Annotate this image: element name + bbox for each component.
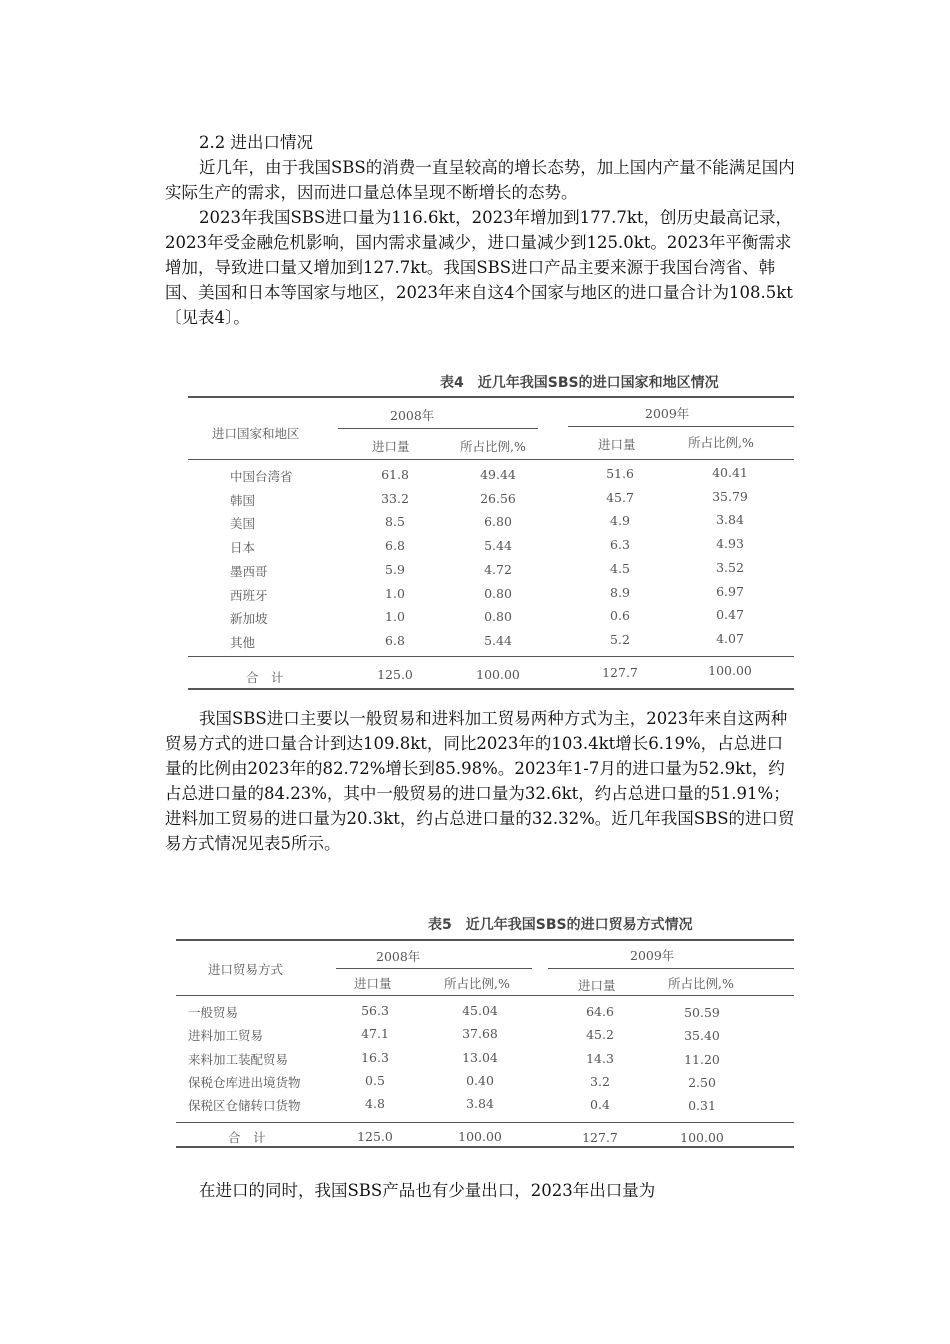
table-5-col-pct-1: 所占比例,%: [444, 976, 510, 991]
table4-row-2-q1: 8.5: [385, 514, 405, 530]
table4-row-1-q2: 45.7: [606, 489, 634, 505]
paragraph-1: 近几年，由于我国SBS的消费一直呈较高的增长态势，加上国内产量不能满足国内实际生产的需求，因而进口量总体呈现不断增长的态势。: [165, 158, 795, 202]
table4-row-0-q2: 51.6: [606, 466, 634, 481]
paragraph-2: 2023年我国SBS进口量为116.6kt，2023年增加到177.7kt，创历史最高记录，2023年受金融危机影响，国内需求量减少，进口量减少到125.0kt。2023年平衡需求增加，导致进口量又增加到127.7kt。我国SBS进口产品主要来源于我国台湾省、韩国、美国和日本等国家与地区，2023年来自这4个国家与地区的进口量合计为108.5kt〔见表4〕。: [165, 208, 793, 327]
paragraph-4: 在进口的同时，我国SBS产品也有少量出口，2023年出口量为: [199, 1181, 656, 1200]
table-4-col-qty-1: 进口量: [372, 439, 410, 454]
table5-row-3-q2: 3.2: [590, 1073, 610, 1089]
table-4-header-rule: [188, 459, 794, 460]
table-4-year-2009: 2009年: [645, 406, 690, 421]
table-5-header-rule: [176, 995, 794, 996]
table-4-total-rule: [188, 656, 794, 657]
table-4-col-pct-1: 所占比例,%: [460, 439, 526, 454]
table4-row-5-p1: 0.80: [484, 585, 512, 601]
table5-row-2-p2: 11.20: [684, 1051, 720, 1067]
table4-row-6-q1: 1.0: [385, 609, 405, 625]
table-4-top-rule: [188, 396, 794, 398]
table-5-total-q2: 127.7: [582, 1130, 618, 1145]
table4-row-3-q1: 6.8: [385, 538, 405, 554]
table-4-total-label: 合 计: [246, 670, 284, 685]
body-text-top: [165, 130, 795, 330]
body-text-bottom: [165, 1178, 795, 1203]
table-5-total-rule: [176, 1122, 794, 1123]
table4-row-2-q2: 4.9: [610, 513, 630, 529]
table-5-year-2009: 2009年: [630, 948, 675, 963]
table5-row-2-name: 来料加工装配贸易: [188, 1051, 289, 1067]
table-5-year2-rule: [548, 968, 794, 969]
table5-row-3-name: 保税仓库进出境货物: [188, 1074, 301, 1090]
table5-row-3-p2: 2.50: [688, 1074, 716, 1090]
table-5-total-q1: 125.0: [357, 1129, 393, 1144]
table4-row-6-name: 新加坡: [230, 611, 268, 627]
table-5-year-2008: 2008年: [376, 949, 421, 964]
table4-row-7-q2: 5.2: [610, 631, 630, 647]
table5-row-2-q2: 14.3: [586, 1050, 614, 1066]
table5-row-3-p1: 0.40: [466, 1072, 494, 1088]
table5-row-1-q1: 47.1: [361, 1026, 389, 1042]
table5-row-1-p2: 35.40: [684, 1028, 720, 1044]
table4-row-4-q1: 5.9: [385, 561, 405, 577]
table-5-top-rule: [176, 939, 794, 941]
table4-row-5-q2: 8.9: [610, 584, 630, 600]
table-4-col-pct-2: 所占比例,%: [688, 435, 754, 450]
table5-row-3-q1: 0.5: [365, 1072, 385, 1088]
table-5-year1-rule: [336, 968, 532, 969]
table4-row-5-q1: 1.0: [385, 585, 405, 601]
table4-row-1-name: 韩国: [230, 492, 256, 508]
table4-row-3-p1: 5.44: [484, 538, 512, 554]
table-4-col-qty-2: 进口量: [598, 437, 636, 452]
table5-row-1-name: 进料加工贸易: [188, 1028, 264, 1044]
table4-row-6-p1: 0.80: [484, 609, 512, 625]
paragraph-3: 我国SBS进口主要以一般贸易和进料加工贸易两种方式为主，2023年来自这两种贸易方式的进口量合计到达109.8kt，同比2023年的103.4kt增长6.19%，占总进口量的比例由2023年的82.72%增长到85.98%。2023年1-7月的进口量为52.9kt，约占总进口量的84.23%，其中一般贸易的进口量为32.6kt，约占总进口量的51.91%；进料加工贸易的进口量为20.3kt，约占总进口量的32.32%。近几年我国SBS的进口贸易方式情况见表5所示。: [165, 709, 795, 853]
table-5-col-qty-2: 进口量: [578, 978, 616, 993]
table4-row-4-q2: 4.5: [610, 560, 630, 576]
table5-row-4-q2: 0.4: [590, 1097, 610, 1113]
table4-row-3-p2: 4.93: [716, 536, 744, 552]
table4-row-2-name: 美国: [230, 516, 256, 532]
table5-row-0-p1: 45.04: [462, 1003, 498, 1018]
table-4-year1-rule: [338, 428, 538, 429]
table5-row-1-p1: 37.68: [462, 1026, 498, 1042]
table4-row-7-p1: 5.44: [484, 632, 512, 648]
table4-row-5-name: 西班牙: [230, 587, 268, 603]
table-4-title: 表4 近几年我国SBS的进口国家和地区情况: [440, 375, 719, 391]
table4-row-4-name: 墨西哥: [230, 563, 268, 579]
table5-row-0-q2: 64.6: [586, 1004, 614, 1019]
table4-row-0-p2: 40.41: [712, 465, 748, 480]
table-4-year-2008: 2008年: [390, 408, 435, 423]
table-4-total-q1: 125.0: [377, 667, 413, 682]
table-5-total-p2: 100.00: [680, 1130, 724, 1145]
table4-row-4-p2: 3.52: [716, 559, 744, 575]
table-5-col-pct-2: 所占比例,%: [668, 976, 734, 991]
table4-row-1-p1: 26.56: [480, 490, 516, 506]
table4-row-3-q2: 6.3: [610, 537, 630, 553]
table4-row-0-p1: 49.44: [480, 467, 516, 482]
table4-row-6-q2: 0.6: [610, 608, 630, 624]
table4-row-5-p2: 6.97: [716, 583, 744, 599]
table5-row-0-p2: 50.59: [684, 1005, 720, 1020]
body-text-middle: [165, 706, 795, 856]
table4-row-7-q1: 6.8: [385, 632, 405, 648]
table5-row-4-name: 保税区仓储转口货物: [188, 1098, 301, 1114]
table4-row-7-p2: 4.07: [716, 630, 744, 646]
table5-row-4-p1: 3.84: [466, 1096, 494, 1112]
table5-row-4-q1: 4.8: [365, 1096, 385, 1112]
table4-row-2-p1: 6.80: [484, 514, 512, 530]
table4-row-0-name: 中国台湾省: [230, 469, 293, 484]
table4-row-1-p2: 35.79: [712, 488, 748, 504]
table5-row-0-q1: 56.3: [361, 1003, 389, 1018]
table5-row-2-q1: 16.3: [361, 1049, 389, 1065]
table-5-col-qty-1: 进口量: [354, 976, 392, 991]
table5-row-2-p1: 13.04: [462, 1049, 498, 1065]
table4-row-0-q1: 61.8: [381, 467, 409, 482]
table-5-title: 表5 近几年我国SBS的进口贸易方式情况: [428, 917, 693, 933]
table4-row-1-q1: 33.2: [381, 490, 409, 506]
table-4-bottom-rule: [188, 688, 794, 690]
table-5-total-label: 合 计: [228, 1130, 266, 1145]
table4-row-3-name: 日本: [230, 540, 256, 556]
table-5-row-header: 进口贸易方式: [208, 962, 284, 977]
table4-row-2-p2: 3.84: [716, 512, 744, 528]
table4-row-4-p1: 4.72: [484, 561, 512, 577]
section-heading: 2.2 进出口情况: [199, 133, 313, 152]
table-5-total-p1: 100.00: [458, 1129, 502, 1144]
table-4-total-p2: 100.00: [708, 663, 752, 678]
table-5-bottom-rule: [176, 1146, 794, 1148]
table5-row-4-p2: 0.31: [688, 1098, 716, 1114]
table-4-total-p1: 100.00: [476, 667, 520, 682]
table-4-row-header: 进口国家和地区: [212, 426, 300, 441]
table-4-year2-rule: [568, 426, 794, 427]
table4-row-7-name: 其他: [230, 634, 256, 650]
table5-row-1-q2: 45.2: [586, 1027, 614, 1043]
table5-row-0-name: 一般贸易: [188, 1005, 239, 1020]
table-4-total-q2: 127.7: [602, 665, 638, 680]
table4-row-6-p2: 0.47: [716, 607, 744, 623]
